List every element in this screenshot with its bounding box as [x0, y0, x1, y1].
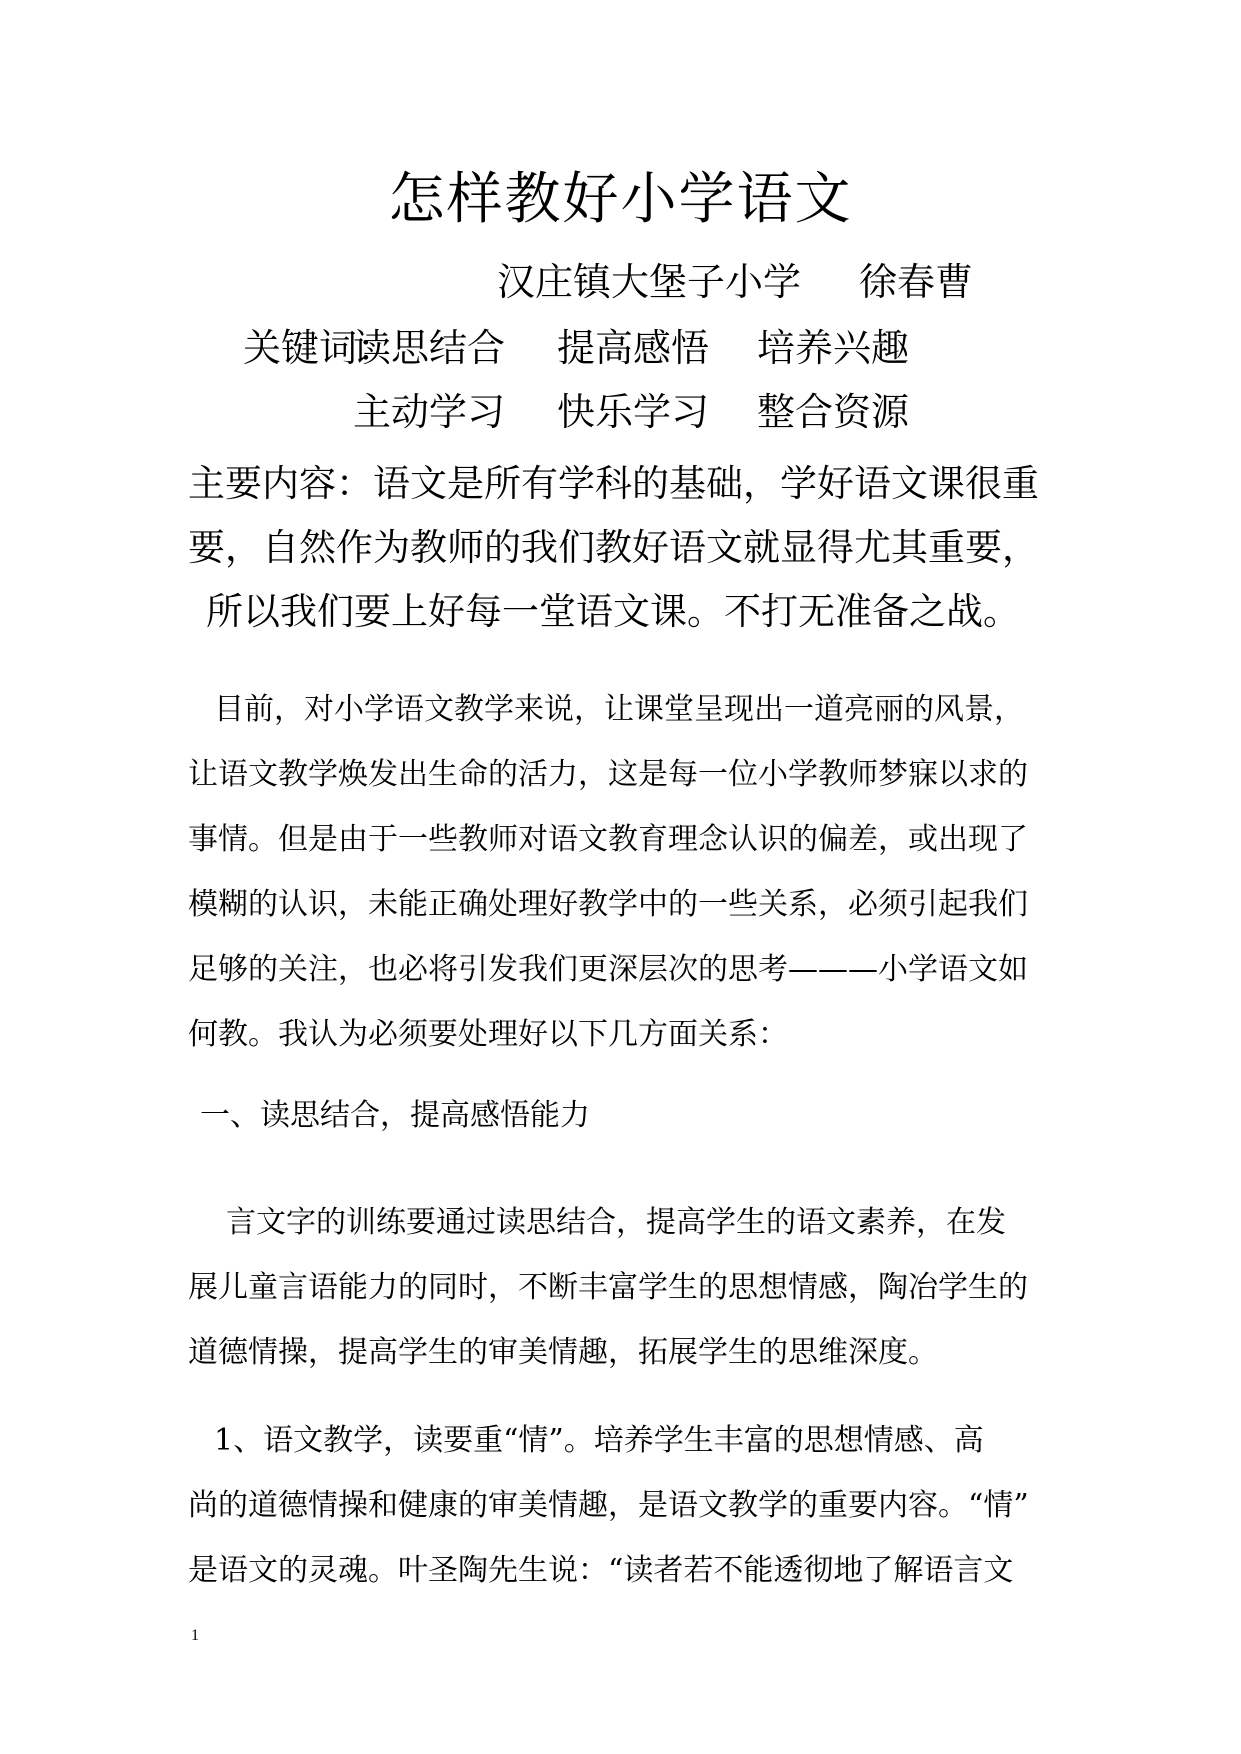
keyword-item: 整合资源	[757, 390, 910, 434]
paragraph-line: 道德情操，提高学生的审美情趣，拓展学生的思维深度。	[188, 1335, 938, 1370]
keyword-item: 快乐学习	[557, 390, 710, 434]
paragraph-line: 1、语文教学，读要重“情”。培养学生丰富的思想情感、高	[214, 1423, 984, 1458]
keyword-item: 读思结合	[353, 326, 506, 370]
keyword-item: 主动学习	[353, 390, 506, 434]
intro-paragraph	[188, 677, 1068, 1067]
paragraph-line: 尚的道德情操和健康的审美情趣，是语文教学的重要内容。“情”	[188, 1488, 1029, 1523]
keyword-item: 提高感悟	[557, 326, 710, 370]
summary-line: 所以我们要上好每一堂语文课。不打无准备之战。	[206, 590, 1020, 633]
author-name: 徐春曹	[859, 260, 974, 304]
document-title: 怎样教好小学语文	[388, 167, 853, 232]
subsection-paragraph	[188, 1408, 1068, 1603]
paragraph-line: 何教。我认为必须要处理好以下几方面关系：	[188, 1017, 788, 1052]
paragraph-line: 展儿童言语能力的同时，不断丰富学生的思想情感，陶冶学生的	[188, 1270, 1028, 1305]
keyword-item: 培养兴趣	[757, 326, 910, 370]
page-number: 1	[191, 1627, 199, 1644]
summary-line: 主要内容：语文是所有学科的基础，学好语文课很重	[188, 462, 1039, 505]
paragraph-line: 足够的关注，也必将引发我们更深层次的思考———小学语文如	[188, 952, 1028, 987]
summary-paragraph	[188, 452, 1068, 644]
paragraph-line: 是语文的灵魂。叶圣陶先生说：“读者若不能透彻地了解语言文	[188, 1553, 1014, 1588]
author-school: 汉庄镇大堡子小学	[497, 260, 802, 304]
paragraph-line: 言文字的训练要通过读思结合，提高学生的语文素养，在发	[226, 1205, 1006, 1240]
paragraph-line: 事情。但是由于一些教师对语文教育理念认识的偏差，或出现了	[188, 822, 1028, 857]
paragraph-line: 让语文教学焕发出生命的活力，这是每一位小学教师梦寐以求的	[188, 757, 1028, 792]
paragraph-line: 模糊的认识，未能正确处理好教学中的一些关系，必须引起我们	[188, 887, 1028, 922]
section1-paragraph	[188, 1190, 1068, 1385]
section-heading: 一、读思结合，提高感悟能力	[200, 1098, 590, 1133]
keywords-label: 关键词：	[243, 326, 396, 370]
paragraph-line: 目前，对小学语文教学来说，让课堂呈现出一道亮丽的风景，	[214, 692, 1024, 727]
author-line	[497, 258, 973, 306]
summary-line: 要，自然作为教师的我们教好语文就显得尤其重要，	[188, 526, 1039, 569]
